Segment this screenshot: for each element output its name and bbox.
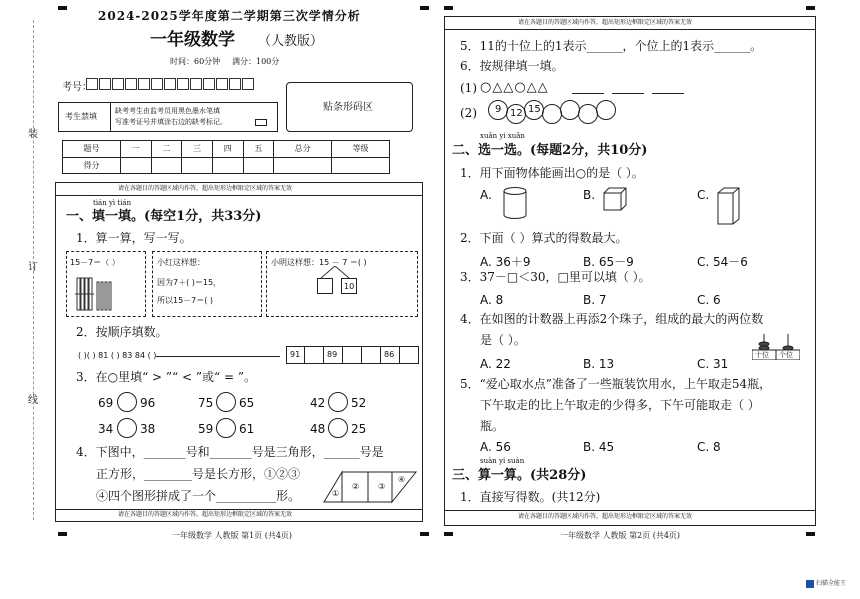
c1-option-b[interactable]: B.: [583, 188, 596, 202]
q1-equation: 15－7＝（ ）: [70, 258, 120, 267]
q1-xm-ten: 10: [344, 282, 355, 291]
q4-line1: 4．下图中，_______号和_______号是三角形，______号是: [76, 445, 384, 459]
c5-option-b[interactable]: B. 45: [583, 440, 615, 454]
c5-line1: 5．“爱心取水点”准备了一些瓶装饮用水，上午取走54瓶，: [460, 377, 772, 391]
score-table-header: [63, 141, 390, 158]
q5: 5．11的十位上的1表示______，个位上的1表示______。: [460, 39, 763, 53]
answer-note-top: 请在各题目的答题区域内作答，超出矩形边框限定区域的答案无效: [118, 185, 293, 192]
q3-title: 3．在○里填“ > ”“ < ”或“ = ”。: [76, 370, 256, 384]
abacus-tens: 十位: [755, 351, 769, 359]
c5-option-a[interactable]: A. 56: [480, 440, 511, 454]
q6-2-label: (2): [460, 106, 477, 120]
q1-xh-line3: 所以15－7＝( ): [157, 296, 214, 305]
score-table: [62, 140, 390, 174]
c4-option-a[interactable]: A. 22: [480, 357, 511, 371]
q6-1-shapes: ○△△○△△: [480, 80, 549, 95]
pattern-circle: 12: [506, 104, 526, 124]
corner-mark: [58, 532, 67, 536]
pattern-circle-blank[interactable]: [560, 100, 580, 120]
q1-box-a: [66, 251, 146, 317]
c1-option-c[interactable]: C.: [697, 188, 710, 202]
c4-line2: 是（ ）。: [480, 333, 526, 347]
pattern-circle-blank[interactable]: [578, 104, 598, 124]
score-cell: 一: [120, 141, 151, 158]
cube-icon: [602, 186, 628, 212]
section1-title: 一、填一填。(每空1分，共33分): [66, 209, 262, 224]
q2-sequence: ( )( ) 81 ( ) 83 84 ( ): [78, 351, 157, 360]
side-mark-staple: 订: [28, 262, 38, 273]
score-cell: 五: [243, 141, 274, 158]
corner-mark: [420, 532, 429, 536]
c4-option-b[interactable]: B. 13: [583, 357, 615, 371]
q1-xh-title: 小红这样想：: [157, 258, 205, 267]
corner-mark: [420, 6, 429, 10]
section1-pinyin: tián yì tián: [93, 199, 132, 207]
pattern-circle-blank[interactable]: [542, 104, 562, 124]
grid-cell[interactable]: [362, 346, 381, 364]
exam-no-boxes[interactable]: [86, 78, 255, 90]
grid-cell: 89: [324, 346, 343, 364]
compare-left: 75: [198, 396, 214, 410]
compare-circle[interactable]: [328, 418, 348, 438]
abacus-ones: 个位: [779, 351, 793, 359]
q1-xm-ten-box: [341, 278, 357, 294]
score-cell[interactable]: [182, 157, 213, 174]
q6-1-label: (1): [460, 81, 477, 95]
grid-cell: 91: [286, 346, 305, 364]
absent-note-1: 缺考考生由监考员用黑色墨水笔填: [115, 107, 220, 115]
divider: [56, 509, 422, 510]
full-score: 满分：100分: [232, 57, 280, 66]
watermark: 扫描全能王: [816, 580, 847, 587]
edition: （人教版）: [258, 34, 324, 49]
q2-title: 2．按顺序填数。: [76, 325, 168, 339]
exam-title: 2024-2025学年度第二学期第三次学情分析: [98, 9, 361, 23]
barcode-label: 贴条形码区: [323, 102, 373, 113]
q4-line2: 正方形，________号是长方形，①②③: [96, 467, 301, 481]
score-cell: 题号: [63, 141, 121, 158]
score-cell: 得分: [63, 157, 121, 174]
scanner-logo-icon: [806, 580, 814, 588]
pattern-circle: 9: [488, 100, 508, 120]
q1-box-xm: [266, 251, 418, 317]
exam-no-label: 考号：: [62, 82, 92, 93]
absent-label-cell: [59, 103, 111, 131]
score-cell[interactable]: [151, 157, 182, 174]
corner-mark: [806, 6, 815, 10]
compare-circle[interactable]: [216, 392, 236, 412]
q1-xm-box[interactable]: [317, 278, 333, 294]
side-mark-bind: 装: [28, 129, 38, 140]
barcode-area: [286, 82, 413, 132]
score-cell[interactable]: [332, 157, 390, 174]
c3-option-a[interactable]: A. 8: [480, 293, 504, 307]
score-cell[interactable]: [120, 157, 151, 174]
q2-grid: [286, 346, 419, 364]
compare-right: 96: [140, 396, 156, 410]
page1-footer: 一年级数学 人教版 第1页 (共4页): [172, 531, 293, 540]
cylinder-icon: [500, 186, 530, 220]
blank[interactable]: [572, 93, 604, 94]
grid-cell[interactable]: [343, 346, 362, 364]
q4-line3: ④四个图形拼成了一个__________形。: [96, 489, 301, 503]
compare-left: 42: [310, 396, 326, 410]
q6-title: 6．按规律填一填。: [460, 59, 564, 73]
q1-xm-title: 小明这样想：15 － 7 ＝( ): [271, 258, 367, 267]
score-cell: 等级: [332, 141, 390, 158]
compare-circle[interactable]: [117, 392, 137, 412]
c2: 2．下面（ ）算式的得数最大。: [460, 231, 628, 245]
subject-title: 一年级数学: [150, 30, 235, 50]
divider: [56, 195, 422, 196]
score-table-row: [63, 157, 390, 174]
corner-mark: [806, 532, 815, 536]
c1-option-a[interactable]: A.: [480, 188, 492, 202]
pattern-circle: 15: [524, 100, 544, 120]
sticks-icon: [75, 274, 115, 314]
section3-title: 三、算一算。(共28分): [452, 468, 587, 483]
grid-cell[interactable]: [400, 346, 419, 364]
prism-icon: [716, 186, 742, 226]
compare-left: 69: [98, 396, 114, 410]
q1-xh-line2: 因为7＋( )＝15，: [157, 278, 222, 287]
c3: 3．37－□＜30，□里可以填（ ）。: [460, 270, 651, 284]
q1-box-xh: [152, 251, 262, 317]
shape-label-1: ①: [332, 489, 340, 498]
divider: [445, 29, 815, 30]
grid-cell: 86: [381, 346, 400, 364]
absent-label: 考生禁填: [65, 112, 97, 121]
c1: 1．用下面物体能画出○的是（ ）。: [460, 166, 644, 180]
score-cell: 四: [212, 141, 243, 158]
split-lines: [315, 266, 355, 278]
c4-line1: 4．在如图的计数器上再添2个珠子，组成的最大的两位数: [460, 312, 764, 326]
shape-label-2: ②: [352, 482, 360, 491]
c4-option-c[interactable]: C. 31: [697, 357, 729, 371]
corner-mark: [444, 6, 453, 10]
c2-option-c[interactable]: C. 54－6: [697, 255, 748, 269]
score-cell[interactable]: [212, 157, 243, 174]
compare-circle[interactable]: [328, 392, 348, 412]
section2-pinyin: xuǎn yi xuǎn: [480, 132, 525, 140]
absent-mark-box[interactable]: [255, 119, 267, 126]
score-cell: 三: [182, 141, 213, 158]
score-cell[interactable]: [243, 157, 274, 174]
c3-option-b[interactable]: B. 7: [583, 293, 607, 307]
section2-title: 二、选一选。(每题2分，共10分): [452, 143, 648, 158]
compare-left: 59: [198, 422, 214, 436]
section3-pinyin: suàn yi suàn: [480, 457, 525, 465]
exam-time: 时间：60分钟: [170, 57, 221, 66]
side-mark-line: 线: [28, 395, 38, 406]
pattern-circle-blank[interactable]: [596, 100, 616, 120]
compare-right: 65: [239, 396, 255, 410]
score-cell[interactable]: [274, 157, 332, 174]
corner-mark: [58, 6, 67, 10]
blank[interactable]: [652, 93, 684, 94]
compare-circle[interactable]: [117, 418, 137, 438]
compare-left: 48: [310, 422, 326, 436]
c5-option-c[interactable]: C. 8: [697, 440, 721, 454]
compare-right: 25: [351, 422, 367, 436]
answer-note-top-p2: 请在各题目的答题区域内作答，超出矩形边框限定区域的答案无效: [518, 19, 693, 26]
s3-q1: 1．直接写得数。(共12分): [460, 490, 601, 504]
compare-right: 61: [239, 422, 255, 436]
compare-left: 34: [98, 422, 114, 436]
score-cell: 二: [151, 141, 182, 158]
q1-title: 1．算一算，写一写。: [76, 231, 192, 245]
absent-note-2: 写准考证号并填涂右边的缺考标记。: [115, 118, 227, 126]
blank[interactable]: [612, 93, 644, 94]
c2-option-b[interactable]: B. 65－9: [583, 255, 634, 269]
compare-right: 38: [140, 422, 156, 436]
c5-line3: 瓶。: [480, 419, 505, 433]
binding-line: [33, 20, 34, 520]
shape-label-3: ③: [378, 482, 386, 491]
answer-note-bottom: 请在各题目的答题区域内作答，超出矩形边框限定区域的答案无效: [118, 511, 293, 518]
compare-right: 52: [351, 396, 367, 410]
c5-line2: 下午取走的比上午取走的少得多，下午可能取走（ ）: [480, 398, 760, 412]
c2-option-a[interactable]: A. 36＋9: [480, 255, 531, 269]
compare-circle[interactable]: [216, 418, 236, 438]
page2-footer: 一年级数学 人教版 第2页 (共4页): [560, 531, 681, 540]
c3-option-c[interactable]: C. 6: [697, 293, 721, 307]
corner-mark: [444, 532, 453, 536]
absent-box: [58, 102, 278, 132]
divider: [445, 510, 815, 511]
grid-cell[interactable]: [305, 346, 324, 364]
answer-note-bottom-p2: 请在各题目的答题区域内作答，超出矩形边框限定区域的答案无效: [518, 513, 693, 520]
score-cell: 总分: [274, 141, 332, 158]
shape-label-4: ④: [398, 475, 406, 484]
